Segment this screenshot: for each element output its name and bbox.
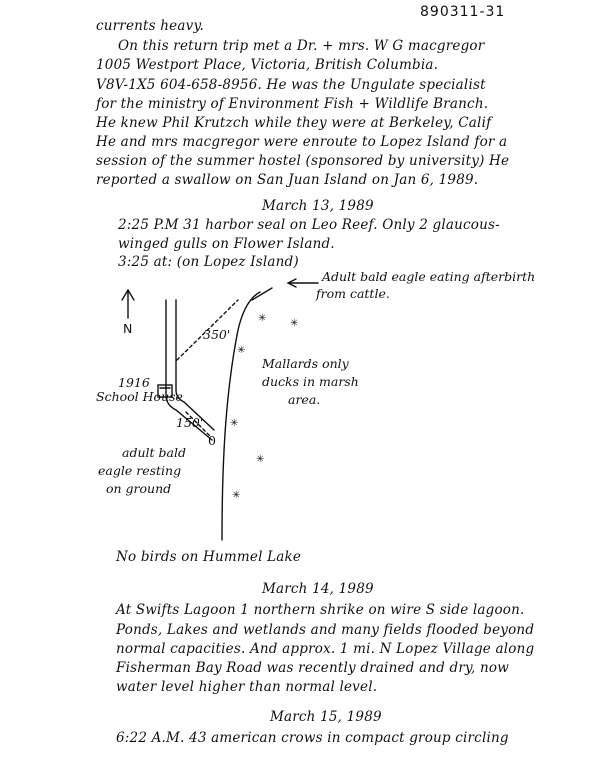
journal-line: for the ministry of Environment Fish + Wildlife Branch. [96, 96, 489, 112]
journal-line: normal capacities. And approx. 1 mi. N Lopez Village along [116, 641, 535, 657]
mallards-label-2: ducks in marsh [262, 374, 359, 389]
school-house-label: School House [96, 389, 183, 404]
bird-mark: ✳ [256, 454, 265, 465]
journal-line: He and mrs macgregor were enroute to Lopez Island for a [96, 134, 508, 150]
journal-line: session of the summer hostel (sponsored by university) He [96, 153, 510, 169]
shoreline-top [252, 288, 272, 300]
journal-line: 3:25 at: (on Lopez Island) [118, 254, 299, 270]
eagle-afterbirth-label-2: from cattle. [316, 286, 390, 301]
journal-line: On this return trip met a Dr. + mrs. W G macgregor [118, 38, 485, 54]
bird-mark: ✳ [230, 418, 239, 429]
journal-line: He knew Phil Krutzch while they were at Berkeley, Calif [96, 115, 492, 131]
journal-line: Fisherman Bay Road was recently drained and dry, now [116, 660, 509, 676]
document-number: 890311-31 [420, 4, 506, 20]
mallards-label: Mallards only [262, 356, 349, 371]
eagle-position-marker: 0 [208, 433, 216, 448]
journal-line: No birds on Hummel Lake [116, 549, 302, 565]
distance-150-label: 150' [176, 415, 204, 430]
bird-mark: ✳ [290, 318, 299, 329]
north-label: N [123, 321, 133, 336]
eagle-ground-label: adult bald [122, 445, 186, 460]
bird-mark: ✳ [237, 345, 246, 356]
bird-mark: ✳ [232, 490, 241, 501]
journal-line: water level higher than normal level. [116, 679, 378, 695]
journal-line: Ponds, Lakes and wetlands and many fields flooded beyond [116, 622, 535, 638]
journal-line: At Swifts Lagoon 1 northern shrike on wire S side lagoon. [116, 602, 525, 618]
eagle-ground-label-2: eagle resting [98, 463, 182, 478]
road-right-edge [176, 300, 214, 430]
journal-line: 2:25 P.M 31 harbor seal on Leo Reef. Only 2 glaucous- [118, 217, 500, 233]
bird-mark: ✳ [258, 313, 267, 324]
journal-line: 6:22 A.M. 43 american crows in compact group circling [116, 730, 509, 746]
journal-line: reported a swallow on San Juan Island on Jan 6, 1989. [96, 172, 479, 188]
entry-date: March 14, 1989 [262, 581, 374, 597]
mallards-label-3: area. [288, 392, 321, 407]
distance-350-label: 350' [203, 327, 231, 342]
journal-line: 1005 Westport Place, Victoria, British Columbia. [96, 57, 439, 73]
journal-line: winged gulls on Flower Island. [118, 236, 335, 252]
entry-date: March 13, 1989 [262, 198, 374, 214]
eagle-ground-label-3: on ground [106, 481, 172, 496]
eagle-afterbirth-label: Adult bald eagle eating afterbirth [322, 269, 536, 284]
entry-date: March 15, 1989 [270, 709, 382, 725]
journal-line: V8V-1X5 604-658-8956. He was the Ungulate specialist [96, 77, 486, 93]
journal-line: currents heavy. [96, 18, 204, 34]
school-year-label: 1916 [118, 375, 150, 390]
